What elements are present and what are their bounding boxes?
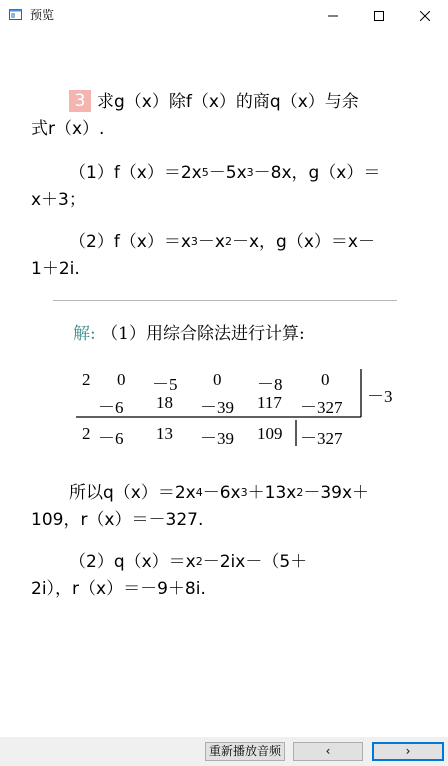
result-5: －327 <box>300 429 343 448</box>
answer2-line2: 2i），r（x）＝－9＋8i. <box>31 579 206 599</box>
part1-label: （1）f（x）＝2x <box>69 163 202 183</box>
part2-mid2: －x，g（x）＝x－ <box>231 232 375 252</box>
answer1-line2: 109，r（x）＝－327. <box>31 510 204 530</box>
coef-3: 0 <box>213 370 222 389</box>
next-button[interactable] <box>372 742 444 761</box>
app-window-icon <box>9 9 22 20</box>
part1-statement <box>31 160 411 214</box>
result-0: 2 <box>82 424 91 443</box>
problem-text-line1: 求g（x）除f（x）的商q（x）与余 <box>97 92 359 112</box>
part2-label: （2）f（x）＝x <box>69 232 191 252</box>
synthetic-division <box>70 364 410 452</box>
solution-text: （1）用综合除法进行计算: <box>101 324 305 344</box>
coef-4: －8 <box>257 375 283 394</box>
chevron-right-icon: › <box>405 744 411 758</box>
part2-exp2: 2 <box>224 235 232 248</box>
part1-mid1: －5x <box>208 163 247 183</box>
title-bar <box>0 0 448 31</box>
coef-2: －5 <box>152 375 178 394</box>
answer2-prefix: （2）q（x）＝x <box>69 552 196 572</box>
part2-exp1: 3 <box>190 235 198 248</box>
answer1-exp1: 4 <box>195 486 203 499</box>
answer1-exp2: 3 <box>240 486 248 499</box>
minimize-icon <box>328 11 338 21</box>
close-button[interactable] <box>402 0 448 31</box>
answer1-mid1: －6x <box>202 483 241 503</box>
chevron-left-icon: ‹ <box>325 744 331 758</box>
bottom-toolbar <box>0 737 448 766</box>
part2-statement <box>31 229 411 283</box>
divisor: －3 <box>367 387 393 406</box>
solution-label: 解: <box>73 324 96 344</box>
part2-mid1: －x <box>197 232 225 252</box>
result-2: 13 <box>156 424 173 443</box>
coef-0: 2 <box>82 370 91 389</box>
product-3: 117 <box>257 393 282 412</box>
previous-button[interactable] <box>293 742 363 761</box>
answer2 <box>31 549 411 603</box>
product-2: －39 <box>200 398 234 417</box>
maximize-button[interactable] <box>356 0 402 31</box>
answer1-exp3: 2 <box>296 486 304 499</box>
answer1-mid2: ＋13x <box>247 483 297 503</box>
coef-5: 0 <box>321 370 330 389</box>
part2-line2: 1＋2i. <box>31 259 80 279</box>
solution-heading <box>73 321 305 348</box>
product-0: －6 <box>98 398 124 417</box>
result-4: 109 <box>257 424 283 443</box>
part1-exp1: 5 <box>201 166 209 179</box>
section-divider <box>53 300 397 301</box>
product-1: 18 <box>156 393 173 412</box>
problem-number-badge: 3 <box>69 90 91 112</box>
part1-mid2: －8x，g（x）＝ <box>253 163 381 183</box>
answer1-mid3: －39x＋ <box>303 483 370 503</box>
problem-statement <box>31 89 411 143</box>
answer1 <box>31 480 411 534</box>
result-3: －39 <box>200 429 234 448</box>
part1-exp2: 3 <box>246 166 254 179</box>
close-icon <box>420 11 430 21</box>
answer2-exp1: 2 <box>195 555 203 568</box>
answer1-prefix: 所以q（x）＝2x <box>69 483 196 503</box>
result-1: －6 <box>98 429 124 448</box>
problem-text-line2: 式r（x）. <box>31 119 105 139</box>
maximize-icon <box>374 11 384 21</box>
replay-audio-button[interactable]: 重新播放音频 <box>205 742 285 761</box>
minimize-button[interactable] <box>310 0 356 31</box>
answer2-mid1: －2ix－（5＋ <box>202 552 308 572</box>
preview-content <box>0 31 448 737</box>
window-title: 预览 <box>30 8 55 22</box>
product-4: －327 <box>300 398 343 417</box>
part1-line2: x＋3； <box>31 190 86 210</box>
coef-1: 0 <box>117 370 126 389</box>
